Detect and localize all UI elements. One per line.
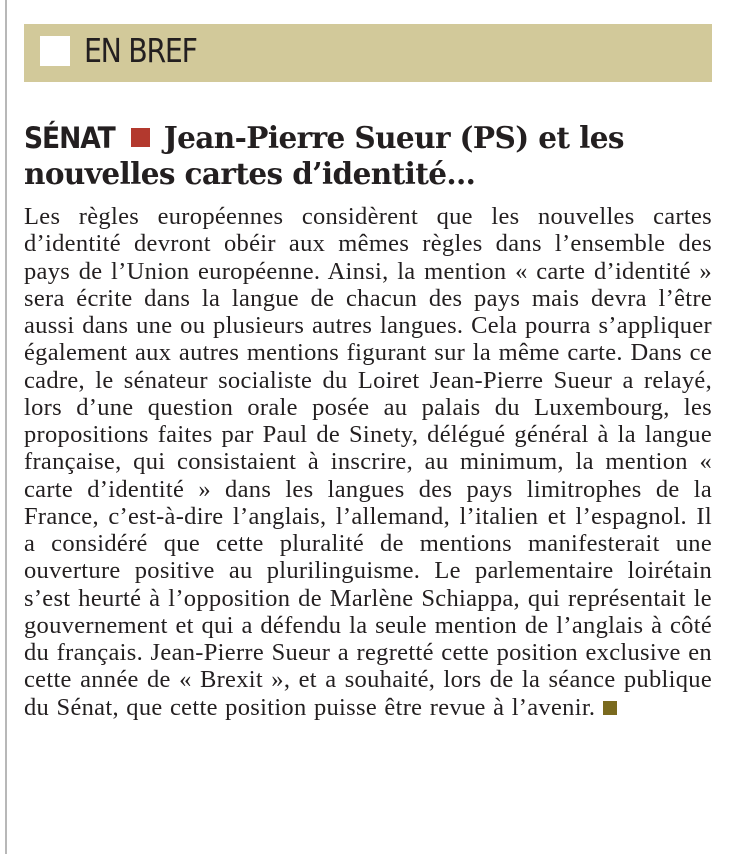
rubric-square-icon (131, 128, 150, 147)
article-headline-block (24, 120, 724, 192)
article-headline: Jean-Pierre Sueur (PS) et les nouvelles cartes d’identité… (24, 120, 624, 191)
article-body-block (24, 203, 712, 721)
article-rubric: SÉNAT (24, 121, 115, 155)
header-square-icon (40, 36, 70, 66)
left-column-rule (5, 0, 7, 854)
article-body: Les règles européennes considèrent que les nouvelles cartes d’identité devront obéir aux mêmes règles dans l’ensemble des pays de l’Union européenne. Ainsi, la mention « carte d’identité » sera écrite dans la langue de chacun des pays mais devra l’être aussi dans une ou plusieurs autres langues. Cela pourra s’appliquer également aux autres mentions figurant sur la même carte. Dans ce cadre, le sénateur socialiste du Loiret Jean-Pierre Sueur a relayé, lors d’une question orale posée au palais du Luxembourg, les propositions faites par Paul de Sinety, délégué général à la langue française, qui consistaient à inscrire, au minimum, la mention « carte d’identité » dans les langues des pays limitrophes de la France, c’est-à-dire l’anglais, l’allemand, l’italien et l’espagnol. Il a considéré que cette pluralité de mentions manifesterait une ouverture positive au plurilinguisme. Le parlementaire loirétain s’est heurté à l’opposition de Marlène Schiappa, qui représentait le gouvernement et qui a défendu la seule mention de l’anglais à côté du français. Jean-Pierre Sueur a regretté cette position exclusive en cette année de « Brexit », et a souhaité, lors de la séance publique du Sénat, que cette position puisse être revue à l’avenir. (24, 203, 712, 721)
section-header (24, 24, 712, 82)
end-of-article-square-icon (603, 701, 617, 715)
section-title: EN BREF (84, 31, 197, 70)
